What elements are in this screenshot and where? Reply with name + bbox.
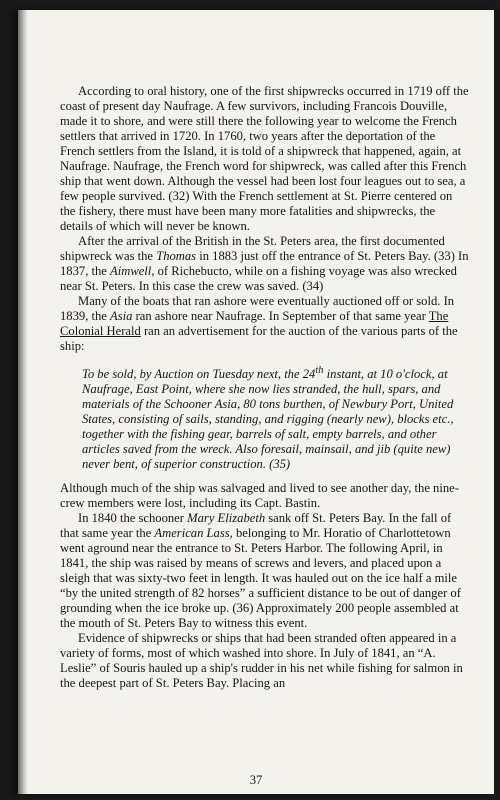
paragraph-2-text: in 1883 just off the entrance of St. Peters Bay. (33) In 1837, the xyxy=(60,249,469,278)
paragraph-1: According to oral history, one of the first shipwrecks occurred in 1719 off the coast of present day Naufrage. A few survivors, including Francois Douville, made it to shore, and were still there the following year to welcome the French settlers that arrived in 1720. In 1760, two years after the deportation of the French settlers from the Island, it is told of a shipwreck that happened, again, at Naufrage. Naufrage, the French word for shipwreck, was called after this French ship that went down. Although the vessel had been lost four leagues out to sea, a few people survived. (32) With the French settlement at St. Pierre centered on the fishery, there must have been many more fatalities and shipwrecks, the details of which will never be known. xyxy=(60,84,469,233)
paragraph-5: Although much of the ship was salvaged and lived to see another day, the nine-crew members were lost, including its Capt. Bastin. xyxy=(60,481,459,511)
ship-name-american-lass: American Lass xyxy=(154,526,230,541)
newspaper-title: The Colonial Herald xyxy=(60,309,449,338)
quote-superscript: th xyxy=(315,365,324,376)
paragraph-3-text: Many of the boats that ran ashore were eventually auctioned off or sold. In 1839, the xyxy=(60,294,455,323)
ship-name-mary-elizabeth: Mary Elizabeth xyxy=(187,511,266,526)
auction-quote xyxy=(82,363,466,472)
ship-name-asia: Asia xyxy=(110,309,133,323)
ship-name-aimwell: Aimwell xyxy=(110,264,152,278)
page-gutter-shadow xyxy=(18,10,28,794)
paragraph-2 xyxy=(60,234,470,294)
paragraph-2-text: After the arrival of the British in the St. Peters area, the first documented shipwreck was the xyxy=(60,234,445,263)
paragraph-3-text: ran ashore near Naufrage. In September of that same year xyxy=(132,309,429,323)
paragraph-2-text: , of Richebucto, while on a fishing voyage was also wrecked near St. Peters. In this case the crew was saved. (34) xyxy=(60,264,457,293)
body-text xyxy=(60,84,470,691)
paragraph-7: Evidence of shipwrecks or ships that had been stranded often appeared in a variety of forms, most of which washed into shore. In July of 1841, an “A. Leslie” of Souris hauled up a ship's rudder in his net while fishing for salmon in the deepest part of St. Peters Bay. Placing an xyxy=(60,631,463,691)
paragraph-3 xyxy=(60,294,470,354)
quote-text: To be sold, by Auction on Tuesday next, the 24 xyxy=(82,367,316,382)
paragraph-6-text: In 1840 the schooner xyxy=(78,511,188,526)
paragraph-3-text: ran an advertisement for the auction of the various parts of the ship: xyxy=(60,324,458,353)
page-number: 37 xyxy=(249,773,263,787)
quote-text: instant, at 10 o'clock, at Naufrage, East Point, where she now lies stranded, the hull, spars, and materials of the Schooner Asia, 80 tons burthen, of Newbury Port, United States, consisting of sails, standing, and rigging (nearly new), blocks etc., together with the fishing gear, barrels of salt, empty barrels, and other articles saved from the wreck. Also foresail, mainsail, and jib (quite new) never bent, of superior construction. (35) xyxy=(82,367,454,472)
paragraph-6-text: sank off St. Peters Bay. In the fall of that same year the xyxy=(60,511,452,541)
document-page xyxy=(18,10,494,794)
ship-name-thomas: Thomas xyxy=(156,249,197,263)
paragraph-6 xyxy=(60,511,470,631)
paragraph-6-text: , belonging to Mr. Horatio of Charlottetown went aground near the entrance to St. Peters Harbor. The following April, in 1841, the ship was raised by means of screws and levers, and placed upon a sleigh that was sixty-two feet in length. It was hauled out on the ice half a mile “by the united strength of 82 horses” a sufficient distance to be out of danger of grounding when the ice broke up. (36) Approximately 200 people assembled at the mouth of St. Peters Bay to witness this event. xyxy=(60,526,461,631)
